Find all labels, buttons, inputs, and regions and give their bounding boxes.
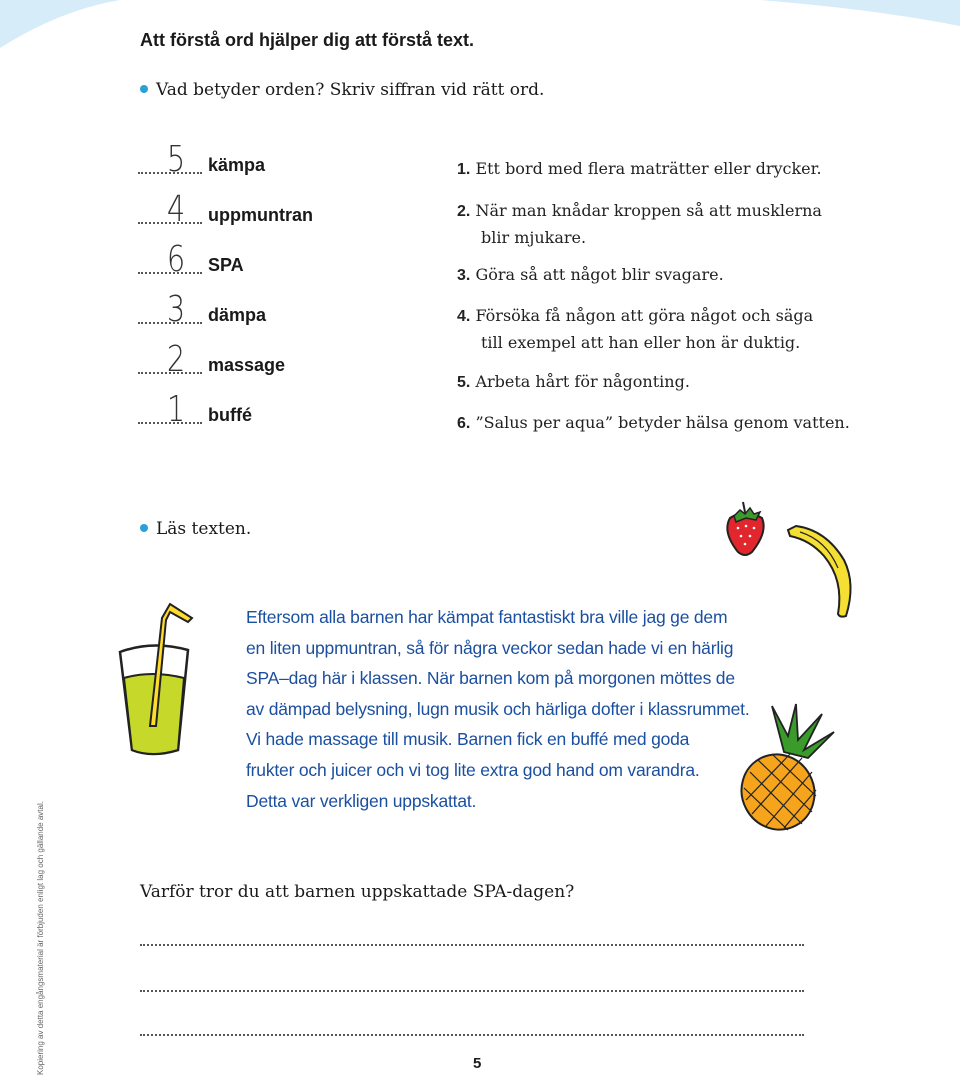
story-text bbox=[246, 602, 786, 816]
story-line: frukter och juicer och vi tog lite extra god hand om varandra. bbox=[246, 759, 700, 780]
definition-text: Arbeta hårt för någonting. bbox=[475, 372, 690, 391]
definition-text: Göra så att något blir svagare. bbox=[475, 265, 724, 284]
corner-decoration-right bbox=[760, 0, 960, 28]
story-line: en liten uppmuntran, så för några veckor sedan hade vi en härlig bbox=[246, 637, 734, 658]
handwritten-answer: 3 bbox=[166, 289, 186, 330]
instruction-text: Läs texten. bbox=[156, 519, 252, 539]
story-line: Vi hade massage till musik. Barnen fick en buffé med goda bbox=[246, 729, 690, 750]
definition-6 bbox=[457, 410, 850, 437]
word-label: SPA bbox=[208, 255, 244, 275]
strawberry-icon bbox=[722, 500, 768, 560]
definition-number: 1. bbox=[457, 161, 471, 178]
word-row-kampa bbox=[138, 140, 438, 180]
instruction-match-words bbox=[140, 80, 544, 100]
answer-line-2[interactable] bbox=[140, 990, 804, 992]
handwritten-answer: 5 bbox=[166, 139, 186, 180]
definition-text-continued: blir mjukare. bbox=[481, 228, 587, 247]
definition-2 bbox=[457, 198, 822, 251]
corner-decoration-left bbox=[0, 0, 120, 50]
definition-number: 3. bbox=[457, 267, 471, 284]
banana-icon bbox=[786, 522, 858, 620]
word-row-uppmuntran bbox=[138, 190, 438, 230]
handwritten-answer: 4 bbox=[166, 189, 186, 230]
word-label: massage bbox=[208, 355, 286, 375]
word-label: uppmuntran bbox=[208, 205, 313, 225]
definition-number: 2. bbox=[457, 203, 471, 220]
definition-text: När man knådar kroppen så att musklerna bbox=[475, 201, 822, 220]
instruction-text: Vad betyder orden? Skriv siffran vid rätt ord. bbox=[156, 80, 545, 100]
handwritten-answer: 6 bbox=[166, 239, 186, 280]
definition-text: Ett bord med flera maträtter eller drycker. bbox=[475, 159, 822, 178]
story-line: Detta var verkligen uppskattat. bbox=[246, 790, 477, 811]
word-label: dämpa bbox=[208, 305, 267, 325]
page-heading: Att förstå ord hjälper dig att förstå text. bbox=[140, 30, 475, 50]
word-row-buffe bbox=[138, 390, 438, 430]
definition-3 bbox=[457, 262, 724, 289]
handwritten-answer: 1 bbox=[166, 389, 186, 430]
instruction-read-text bbox=[140, 519, 251, 539]
answer-line-3[interactable] bbox=[140, 1034, 804, 1036]
word-row-massage bbox=[138, 340, 438, 380]
answer-line-1[interactable] bbox=[140, 944, 804, 946]
story-line: SPA–dag här i klassen. När barnen kom på morgonen möttes de bbox=[246, 668, 735, 689]
definition-text: ”Salus per aqua” betyder hälsa genom vatten. bbox=[475, 413, 850, 432]
definition-text: Försöka få någon att göra något och säga bbox=[475, 306, 814, 325]
bullet-icon bbox=[140, 85, 148, 93]
definition-1 bbox=[457, 156, 822, 183]
story-line: av dämpad belysning, lugn musik och härliga dofter i klassrummet. bbox=[246, 698, 750, 719]
bullet-icon bbox=[140, 524, 148, 532]
definition-number: 5. bbox=[457, 374, 471, 391]
word-row-spa bbox=[138, 240, 438, 280]
page-number: 5 bbox=[473, 1055, 482, 1072]
definition-number: 6. bbox=[457, 415, 471, 432]
definition-5 bbox=[457, 369, 690, 396]
definition-4 bbox=[457, 303, 813, 356]
juice-glass-icon bbox=[112, 600, 212, 760]
story-line: Eftersom alla barnen har kämpat fantastiskt bra ville jag ge dem bbox=[246, 607, 728, 627]
definition-number: 4. bbox=[457, 308, 471, 325]
question-text: Varför tror du att barnen uppskattade SPA-dagen? bbox=[140, 882, 575, 902]
word-label: buffé bbox=[208, 405, 252, 425]
word-row-dampa bbox=[138, 290, 438, 330]
copyright-notice: Kopiering av detta engångsmaterial är förbjuden enligt lag och gällande avtal. bbox=[36, 801, 45, 1075]
handwritten-answer: 2 bbox=[166, 339, 186, 380]
definition-text-continued: till exempel att han eller hon är duktig. bbox=[481, 333, 801, 352]
word-label: kämpa bbox=[208, 155, 266, 175]
